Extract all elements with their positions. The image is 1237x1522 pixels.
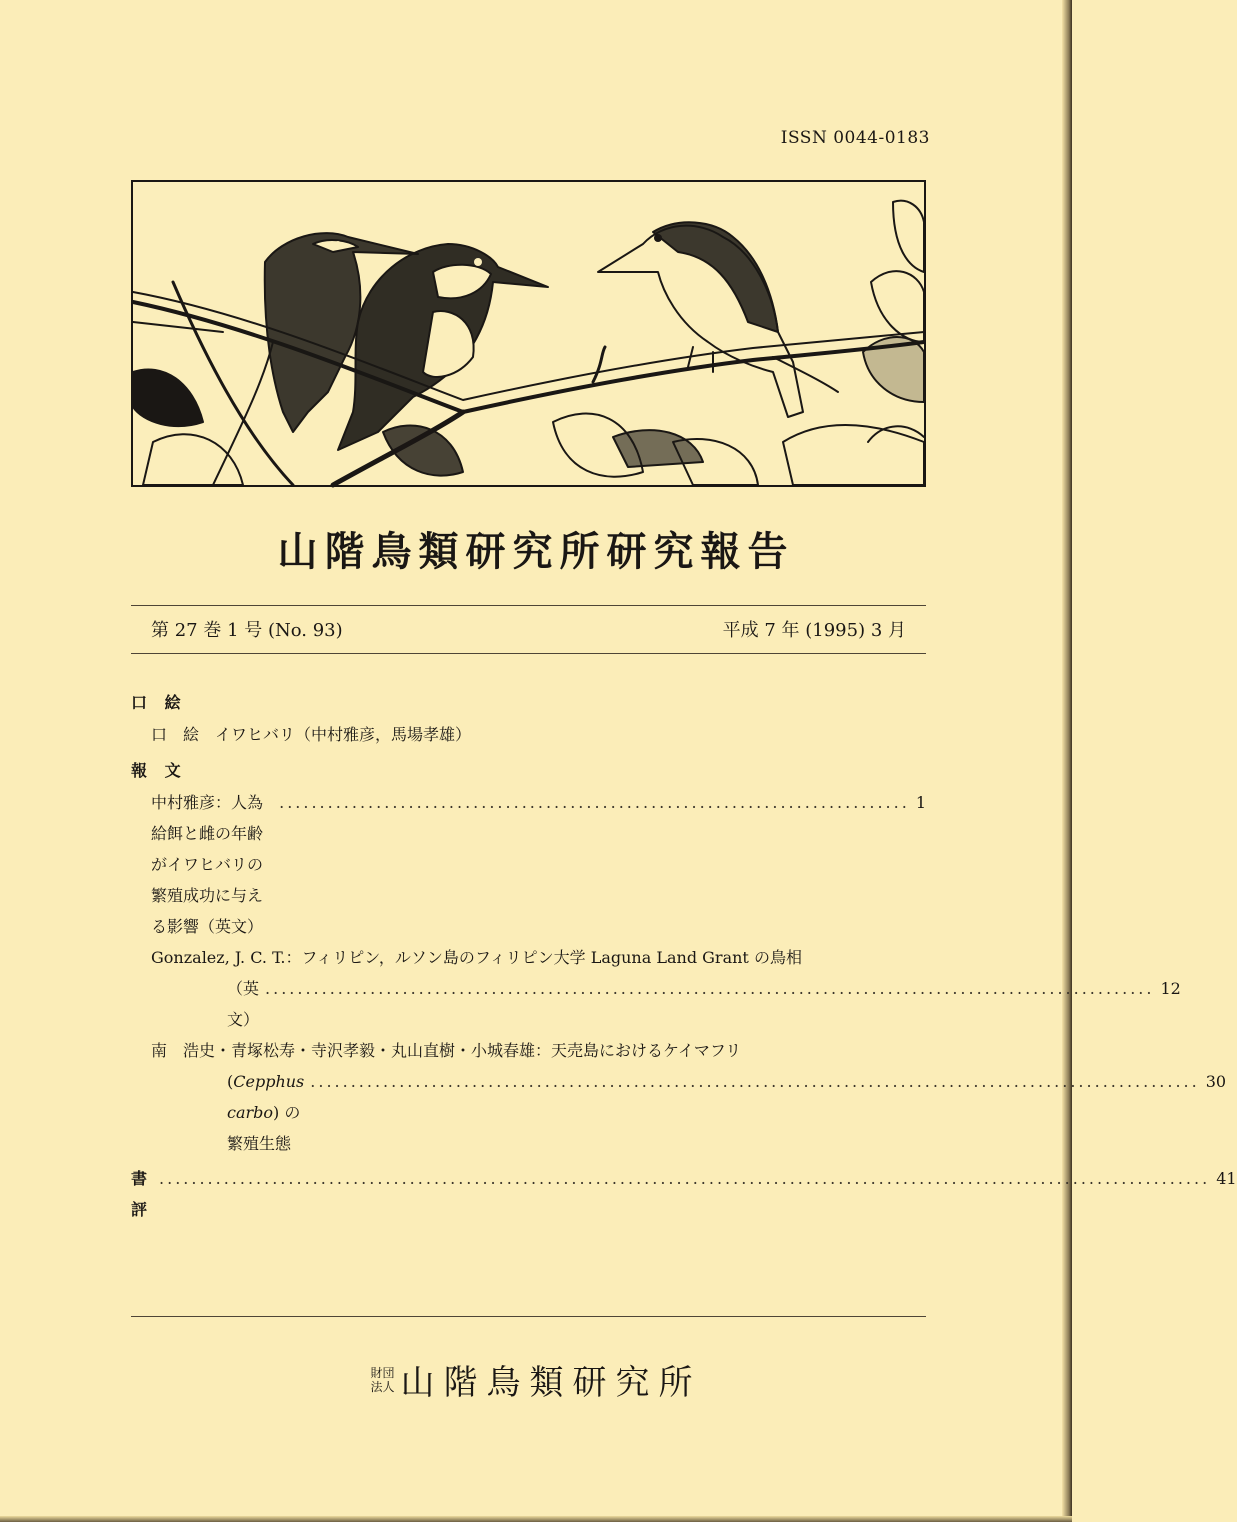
bottom-rule [131, 653, 926, 654]
toc-page-number: 12 [1160, 979, 1181, 998]
frontispiece-entry: 口 絵 イワヒバリ（中村雅彦，馬場孝雄） [151, 725, 472, 744]
journal-title: 山階鳥類研究所研究報告 [277, 529, 795, 575]
publisher-prefix: 財団 法人 [370, 1365, 395, 1394]
publisher [0, 1355, 1072, 1404]
species-name: Cepphus carbo [227, 1072, 305, 1122]
review-entry [131, 1163, 1237, 1225]
top-rule [131, 605, 926, 606]
toc-entry-title-cont: (Cepphus carbo) の繁殖生態 [227, 1072, 305, 1153]
toc-entry [131, 942, 926, 973]
toc-entry-title: 南 浩史・青塚松寿・寺沢孝毅・丸山直樹・小城春雄：天売島におけるケイマフリ [151, 1041, 742, 1060]
table-of-contents [131, 690, 1237, 1225]
review-heading: 書 評 [131, 1169, 154, 1219]
toc-entry [131, 1035, 926, 1066]
issue-date: 平成 7 年 (1995) 3 月 [722, 620, 906, 641]
toc-entry-title: Gonzalez, J. C. T.：フィリピン，ルソン島のフィリピン大学 Laguna Land Grant の鳥相 [151, 948, 802, 967]
page-edge-bottom [0, 1516, 1072, 1522]
articles-heading: 報 文 [131, 761, 187, 780]
issn: ISSN 0044-0183 [780, 128, 930, 148]
toc-page-number: 1 [915, 793, 926, 812]
footer-rule [131, 1316, 926, 1317]
toc-leader: .............................................................................................................. [265, 979, 1155, 998]
toc-entry-title-cont: （英文） [227, 979, 260, 1029]
kingfisher-illustration [131, 180, 926, 487]
toc-page-number: 41 [1216, 1169, 1237, 1188]
toc-entry-continuation [131, 973, 1181, 1035]
toc-leader: .............................................................................. [279, 793, 910, 812]
toc-leader: .................................................................................................................................. [159, 1169, 1211, 1188]
volume-number: 第 27 巻 1 号 (No. 93) [151, 620, 343, 641]
toc-entry-continuation [131, 1066, 1227, 1159]
page-edge [1062, 0, 1072, 1522]
toc-entry [131, 787, 926, 942]
frontispiece-heading: 口 絵 [131, 693, 187, 712]
toc-page-number: 30 [1205, 1072, 1227, 1091]
toc-leader: .............................................................................................................. [310, 1072, 1200, 1091]
toc-entry-title: 中村雅彦：人為給餌と雌の年齢がイワヒバリの繁殖成功に与える影響（英文） [151, 793, 264, 936]
publisher-name: 山階鳥類研究所 [400, 1363, 702, 1403]
